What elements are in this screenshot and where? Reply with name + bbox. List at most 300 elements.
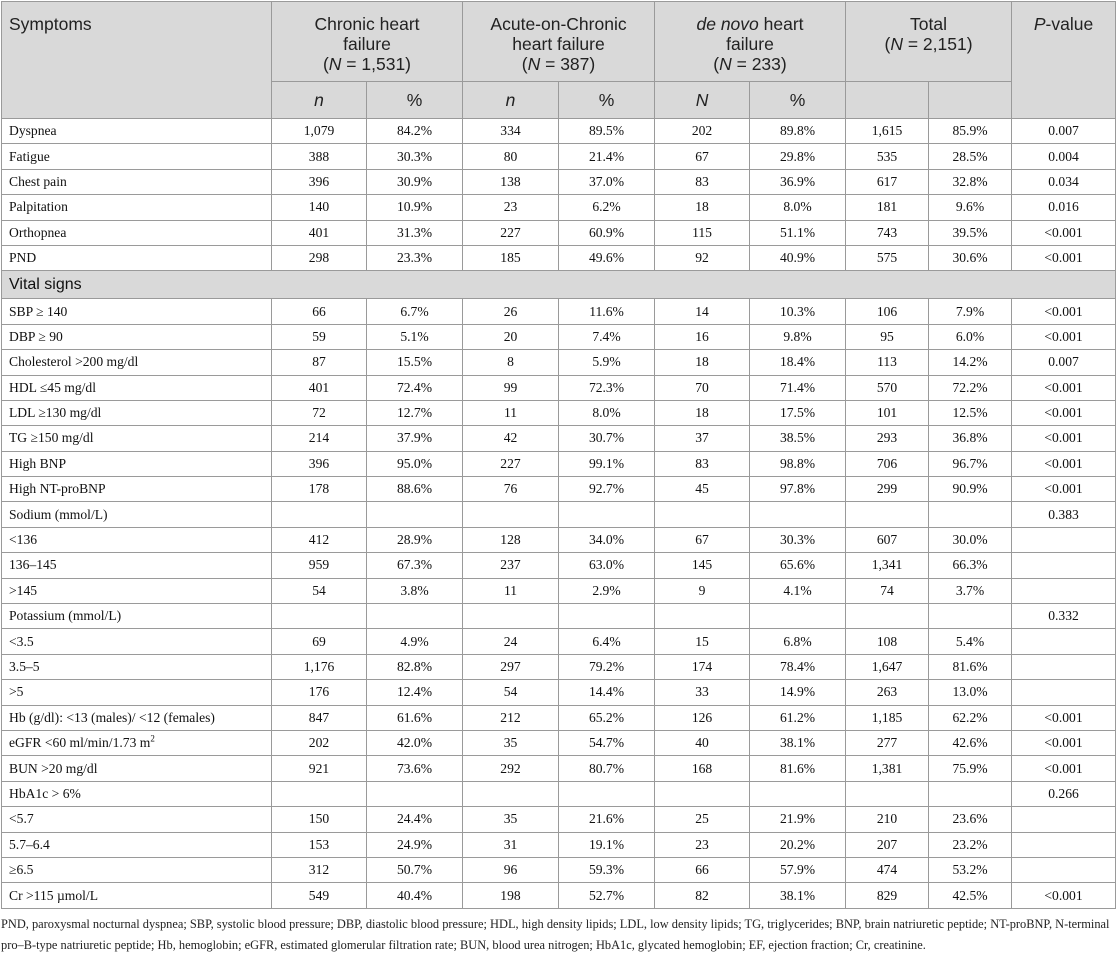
table-cell: 8.0% (750, 195, 846, 220)
table-cell: 99 (463, 375, 559, 400)
row-label-cell (2, 629, 272, 654)
row-label: 3.5–5 (9, 659, 40, 674)
row-label-cell (2, 375, 272, 400)
table-cell: 14 (655, 299, 750, 324)
table-cell: 4.9% (367, 629, 463, 654)
table-container (1, 1, 1115, 956)
table-cell: 78.4% (750, 654, 846, 679)
subheader-cell (846, 82, 929, 119)
table-cell (367, 604, 463, 629)
p-value-cell: <0.001 (1012, 730, 1116, 755)
table-cell: 89.8% (750, 119, 846, 144)
table-cell: 334 (463, 119, 559, 144)
table-cell: 706 (846, 451, 929, 476)
table-row (2, 324, 1116, 349)
p-value-cell: 0.332 (1012, 604, 1116, 629)
table-cell: 292 (463, 756, 559, 781)
table-cell (846, 502, 929, 527)
row-label: >145 (9, 582, 38, 598)
table-cell: 54 (272, 578, 367, 603)
table-cell: 30.0% (929, 527, 1012, 552)
table-cell: 19.1% (559, 832, 655, 857)
table-cell: 299 (846, 477, 929, 502)
table-cell: 5.9% (559, 350, 655, 375)
table-row (2, 502, 1116, 527)
table-row (2, 527, 1116, 552)
table-cell: 18 (655, 195, 750, 220)
table-cell: 11.6% (559, 299, 655, 324)
table-cell: 35 (463, 807, 559, 832)
subheader-cell: n (463, 82, 559, 119)
table-cell: 388 (272, 144, 367, 169)
table-cell: 115 (655, 220, 750, 245)
table-cell: 23 (655, 832, 750, 857)
table-cell: 82 (655, 883, 750, 908)
table-cell: 95.0% (367, 451, 463, 476)
table-cell: 72.2% (929, 375, 1012, 400)
table-cell: 23.3% (367, 245, 463, 270)
table-cell: 96 (463, 857, 559, 882)
table-cell (929, 502, 1012, 527)
table-cell (559, 502, 655, 527)
table-cell: 7.9% (929, 299, 1012, 324)
table-cell: 15 (655, 629, 750, 654)
table-cell: 30.3% (367, 144, 463, 169)
p-value-cell (1012, 680, 1116, 705)
table-row (2, 629, 1116, 654)
table-cell: 81.6% (929, 654, 1012, 679)
table-cell (559, 604, 655, 629)
table-cell: 176 (272, 680, 367, 705)
table-cell: 23.2% (929, 832, 1012, 857)
table-cell: 3.8% (367, 578, 463, 603)
table-cell: 72 (272, 400, 367, 425)
table-cell: 617 (846, 169, 929, 194)
table-cell (463, 604, 559, 629)
p-value-cell (1012, 629, 1116, 654)
table-cell: 575 (846, 245, 929, 270)
table-cell: 202 (272, 730, 367, 755)
table-cell (929, 604, 1012, 629)
table-cell: 106 (846, 299, 929, 324)
table-cell: 89.5% (559, 119, 655, 144)
table-row (2, 832, 1116, 857)
table-row (2, 578, 1116, 603)
table-cell: 42.0% (367, 730, 463, 755)
table-row (2, 169, 1116, 194)
table-row (2, 883, 1116, 908)
table-header (2, 2, 1116, 119)
row-label-cell (2, 781, 272, 806)
table-row (2, 477, 1116, 502)
table-cell: 227 (463, 220, 559, 245)
header-chronic: Chronic heart failure (N = 1,531) (272, 2, 463, 82)
row-label: 136–145 (9, 557, 57, 573)
table-cell: 20 (463, 324, 559, 349)
table-cell: 535 (846, 144, 929, 169)
table-cell: 38.1% (750, 883, 846, 908)
table-cell: 6.0% (929, 324, 1012, 349)
table-cell: 37.0% (559, 169, 655, 194)
table-cell: 18 (655, 400, 750, 425)
row-label-cell (2, 680, 272, 705)
p-value-cell: 0.016 (1012, 195, 1116, 220)
row-label-cell (2, 857, 272, 882)
table-cell (463, 781, 559, 806)
row-label: eGFR <60 ml/min/1.73 m (9, 735, 151, 751)
table-cell: 40.9% (750, 245, 846, 270)
row-label: Potassium (mmol/L) (9, 608, 122, 624)
table-cell: 24 (463, 629, 559, 654)
table-cell: 51.1% (750, 220, 846, 245)
table-cell: 83 (655, 451, 750, 476)
table-cell: 202 (655, 119, 750, 144)
row-label-cell (2, 832, 272, 857)
table-cell: 21.4% (559, 144, 655, 169)
table-cell (655, 502, 750, 527)
row-label-cell (2, 169, 272, 194)
table-cell: 9.6% (929, 195, 1012, 220)
table-cell: 59.3% (559, 857, 655, 882)
table-row (2, 426, 1116, 451)
table-cell: 14.4% (559, 680, 655, 705)
table-cell: 35 (463, 730, 559, 755)
p-value-cell (1012, 807, 1116, 832)
header-acute-on-chronic: Acute-on-Chronic heart failure (N = 387) (463, 2, 655, 82)
table-cell: 33 (655, 680, 750, 705)
table-cell: 474 (846, 857, 929, 882)
table-cell: 12.4% (367, 680, 463, 705)
table-cell: 3.7% (929, 578, 1012, 603)
table-cell: 42 (463, 426, 559, 451)
table-cell: 2.9% (559, 578, 655, 603)
table-row (2, 807, 1116, 832)
table-cell: 150 (272, 807, 367, 832)
table-cell: 15.5% (367, 350, 463, 375)
subheader-cell: % (559, 82, 655, 119)
table-row (2, 350, 1116, 375)
table-cell: 66 (655, 857, 750, 882)
table-cell: 53.2% (929, 857, 1012, 882)
table-cell (846, 604, 929, 629)
table-cell: 38.5% (750, 426, 846, 451)
p-value-cell (1012, 654, 1116, 679)
table-cell: 5.4% (929, 629, 1012, 654)
table-row (2, 654, 1116, 679)
table-cell: 80 (463, 144, 559, 169)
table-cell: 263 (846, 680, 929, 705)
table-cell (750, 502, 846, 527)
table-cell: 71.4% (750, 375, 846, 400)
table-cell: 40 (655, 730, 750, 755)
table-row (2, 245, 1116, 270)
table-cell: 26 (463, 299, 559, 324)
table-cell: 82.8% (367, 654, 463, 679)
table-cell: 10.3% (750, 299, 846, 324)
table-cell (655, 604, 750, 629)
row-label: TG ≥150 mg/dl (9, 430, 94, 446)
table-cell: 8.0% (559, 400, 655, 425)
table-cell: 277 (846, 730, 929, 755)
row-label: ≥6.5 (9, 862, 34, 878)
table-cell: 38.1% (750, 730, 846, 755)
table-cell: 227 (463, 451, 559, 476)
table-cell: 32.8% (929, 169, 1012, 194)
table-cell: 40.4% (367, 883, 463, 908)
table-cell: 185 (463, 245, 559, 270)
header-total: Total (N = 2,151) (846, 2, 1012, 82)
table-cell: 312 (272, 857, 367, 882)
table-cell: 396 (272, 169, 367, 194)
table-cell (846, 781, 929, 806)
table-cell: 396 (272, 451, 367, 476)
row-label-cell (2, 730, 272, 755)
table-cell: 54 (463, 680, 559, 705)
table-cell: 174 (655, 654, 750, 679)
p-value-cell: 0.266 (1012, 781, 1116, 806)
table-cell: 28.5% (929, 144, 1012, 169)
subheader-cell: n (272, 82, 367, 119)
table-cell: 36.8% (929, 426, 1012, 451)
table-cell: 72.3% (559, 375, 655, 400)
table-cell: 168 (655, 756, 750, 781)
subheader-cell: % (367, 82, 463, 119)
table-cell (367, 781, 463, 806)
p-value-cell: 0.007 (1012, 350, 1116, 375)
p-value-cell (1012, 832, 1116, 857)
table-cell: 79.2% (559, 654, 655, 679)
p-value-cell: <0.001 (1012, 477, 1116, 502)
table-cell: 90.9% (929, 477, 1012, 502)
table-cell: 237 (463, 553, 559, 578)
table-cell: 67 (655, 527, 750, 552)
table-cell: 76 (463, 477, 559, 502)
table-cell: 293 (846, 426, 929, 451)
header-p-value: P-value (1012, 2, 1116, 119)
table-cell: 73.6% (367, 756, 463, 781)
table-cell: 37 (655, 426, 750, 451)
table-cell: 62.2% (929, 705, 1012, 730)
table-cell: 70 (655, 375, 750, 400)
table-cell: 42.6% (929, 730, 1012, 755)
p-value-cell (1012, 857, 1116, 882)
row-label-cell (2, 245, 272, 270)
row-label: Chest pain (9, 173, 67, 189)
table-cell: 69 (272, 629, 367, 654)
table-cell: 401 (272, 375, 367, 400)
row-label-cell (2, 220, 272, 245)
table-cell: 50.7% (367, 857, 463, 882)
table-cell: 214 (272, 426, 367, 451)
table-cell: 63.0% (559, 553, 655, 578)
table-cell: 1,176 (272, 654, 367, 679)
table-cell: 207 (846, 832, 929, 857)
table-cell: 153 (272, 832, 367, 857)
table-row (2, 195, 1116, 220)
row-label-cell (2, 350, 272, 375)
table-cell: 16 (655, 324, 750, 349)
table-cell: 80.7% (559, 756, 655, 781)
p-value-cell: <0.001 (1012, 299, 1116, 324)
table-cell: 6.7% (367, 299, 463, 324)
table-cell: 31 (463, 832, 559, 857)
row-label-cell (2, 604, 272, 629)
p-value-cell: 0.034 (1012, 169, 1116, 194)
table-cell: 181 (846, 195, 929, 220)
table-cell: 65.6% (750, 553, 846, 578)
table-cell: 23.6% (929, 807, 1012, 832)
row-label-cell (2, 705, 272, 730)
row-label: HbA1c > 6% (9, 785, 81, 801)
table-cell: 34.0% (559, 527, 655, 552)
table-row (2, 781, 1116, 806)
table-cell: 24.9% (367, 832, 463, 857)
table-cell (272, 604, 367, 629)
table-cell: 11 (463, 400, 559, 425)
table-cell: 67.3% (367, 553, 463, 578)
table-cell: 99.1% (559, 451, 655, 476)
table-cell: 210 (846, 807, 929, 832)
table-cell: 212 (463, 705, 559, 730)
row-label: Sodium (mmol/L) (9, 506, 108, 522)
table-cell: 126 (655, 705, 750, 730)
table-cell: 570 (846, 375, 929, 400)
table-cell: 18.4% (750, 350, 846, 375)
table-cell: 1,615 (846, 119, 929, 144)
table-row (2, 730, 1116, 755)
row-label: Cholesterol >200 mg/dl (9, 354, 139, 370)
row-label-cell (2, 119, 272, 144)
section-label: Vital signs (2, 271, 1116, 299)
table-row (2, 375, 1116, 400)
table-row (2, 119, 1116, 144)
table-cell: 21.9% (750, 807, 846, 832)
table-cell: 36.9% (750, 169, 846, 194)
row-label: >5 (9, 684, 24, 700)
table-cell: 1,647 (846, 654, 929, 679)
table-cell (272, 781, 367, 806)
table-cell: 401 (272, 220, 367, 245)
table-cell: 74 (846, 578, 929, 603)
table-cell: 21.6% (559, 807, 655, 832)
table-cell: 11 (463, 578, 559, 603)
symptoms-table (1, 1, 1116, 909)
row-label-cell (2, 426, 272, 451)
table-cell: 10.9% (367, 195, 463, 220)
table-cell: 45 (655, 477, 750, 502)
row-label-cell (2, 299, 272, 324)
table-cell: 29.8% (750, 144, 846, 169)
table-cell: 113 (846, 350, 929, 375)
table-cell: 298 (272, 245, 367, 270)
table-cell: 54.7% (559, 730, 655, 755)
table-row (2, 857, 1116, 882)
table-cell: 30.3% (750, 527, 846, 552)
table-cell: 959 (272, 553, 367, 578)
table-cell: 743 (846, 220, 929, 245)
table-row (2, 604, 1116, 629)
row-label: Cr >115 µmol/L (9, 887, 99, 903)
table-cell: 97.8% (750, 477, 846, 502)
section-row (2, 271, 1116, 299)
table-cell: 52.7% (559, 883, 655, 908)
row-label-cell (2, 578, 272, 603)
table-row (2, 756, 1116, 781)
row-label-cell (2, 502, 272, 527)
table-row (2, 400, 1116, 425)
table-cell: 59 (272, 324, 367, 349)
row-label: BUN >20 mg/dl (9, 760, 98, 776)
row-label: Fatigue (9, 148, 50, 164)
table-cell: 297 (463, 654, 559, 679)
table-cell: 1,185 (846, 705, 929, 730)
table-row (2, 680, 1116, 705)
p-value-cell: <0.001 (1012, 756, 1116, 781)
table-cell: 198 (463, 883, 559, 908)
table-cell: 6.8% (750, 629, 846, 654)
row-label: HDL ≤45 mg/dl (9, 379, 97, 395)
row-label: 5.7–6.4 (9, 836, 50, 852)
row-label-superscript: 2 (150, 733, 155, 744)
table-cell: 12.7% (367, 400, 463, 425)
table-cell: 9.8% (750, 324, 846, 349)
row-label-cell (2, 324, 272, 349)
row-label-cell (2, 400, 272, 425)
table-cell: 9 (655, 578, 750, 603)
p-value-cell: 0.383 (1012, 502, 1116, 527)
p-value-cell: <0.001 (1012, 400, 1116, 425)
table-cell: 95 (846, 324, 929, 349)
table-cell: 13.0% (929, 680, 1012, 705)
table-row (2, 451, 1116, 476)
row-label-cell (2, 451, 272, 476)
table-cell: 847 (272, 705, 367, 730)
header-symptoms: Symptoms (2, 2, 272, 119)
table-cell: 96.7% (929, 451, 1012, 476)
row-label-cell (2, 553, 272, 578)
table-cell: 98.8% (750, 451, 846, 476)
row-label: <3.5 (9, 633, 34, 649)
table-cell: 8 (463, 350, 559, 375)
table-cell (929, 781, 1012, 806)
table-cell: 108 (846, 629, 929, 654)
table-cell: 31.3% (367, 220, 463, 245)
table-cell: 88.6% (367, 477, 463, 502)
table-cell: 5.1% (367, 324, 463, 349)
table-cell: 7.4% (559, 324, 655, 349)
table-cell: 138 (463, 169, 559, 194)
table-cell: 67 (655, 144, 750, 169)
p-value-cell: <0.001 (1012, 245, 1116, 270)
table-cell: 17.5% (750, 400, 846, 425)
p-value-cell: 0.007 (1012, 119, 1116, 144)
table-cell: 61.6% (367, 705, 463, 730)
row-label: <5.7 (9, 811, 34, 827)
row-label: LDL ≥130 mg/dl (9, 405, 102, 421)
table-cell: 81.6% (750, 756, 846, 781)
table-cell: 49.6% (559, 245, 655, 270)
table-footnote: PND, paroxysmal nocturnal dyspnea; SBP, systolic blood pressure; DBP, diastolic blood pressure; HDL, high density lipids; LDL, low density lipids; TG, triglycerides; BNP, brain natriuretic peptide; NT-proBNP, N-terminal pro–B-type natriuretic peptide; Hb, hemoglobin; eGFR, estimated glomerular filtration rate; BUN, blood urea nitrogen; HbA1c, glycated hemoglobin; EF, ejection fraction; Cr, creatinine. (1, 916, 1110, 952)
table-cell: 60.9% (559, 220, 655, 245)
table-cell: 12.5% (929, 400, 1012, 425)
row-label: Orthopnea (9, 224, 67, 240)
p-value-cell: <0.001 (1012, 705, 1116, 730)
table-cell (367, 502, 463, 527)
table-cell: 178 (272, 477, 367, 502)
table-cell: 1,079 (272, 119, 367, 144)
table-row (2, 553, 1116, 578)
table-cell: 412 (272, 527, 367, 552)
